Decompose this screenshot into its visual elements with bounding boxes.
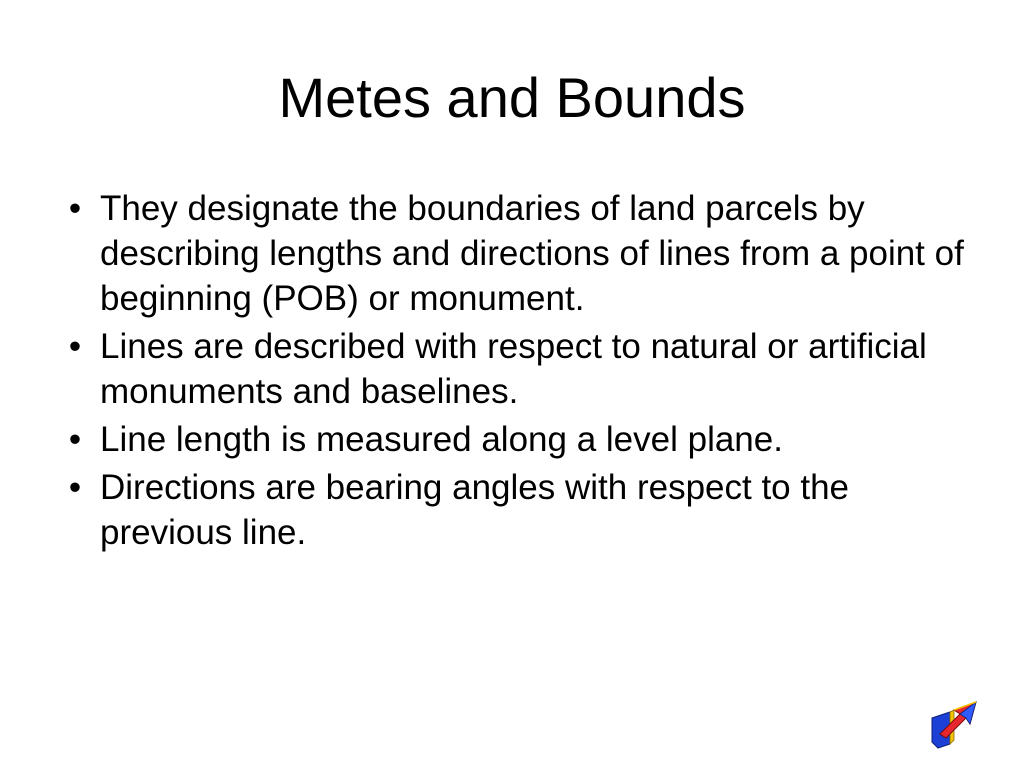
- bullet-item: [60, 186, 970, 321]
- next-slide-arrow-graphic: [926, 692, 986, 752]
- bullet-list: [60, 186, 970, 558]
- bullet-glyph: •: [68, 189, 82, 228]
- bullet-item: [60, 417, 970, 462]
- bullet-glyph: •: [68, 327, 82, 366]
- bullet-text: Line length is measured along a level plane.: [100, 420, 783, 459]
- bullet-text: Lines are described with respect to natural or artificial monuments and baselines.: [100, 327, 927, 411]
- bullet-glyph: •: [68, 468, 82, 507]
- next-slide-arrow-icon[interactable]: [926, 692, 986, 752]
- slide-title: Metes and Bounds: [278, 66, 746, 129]
- bullet-glyph: •: [68, 420, 82, 459]
- bullet-text: Directions are bearing angles with respect to the previous line.: [100, 468, 850, 552]
- bullet-item: [60, 465, 970, 555]
- bullet-text: They designate the boundaries of land parcels by describing lengths and directions of lines from a point of beginning (POB) or monument.: [100, 189, 964, 318]
- bullet-item: [60, 324, 970, 414]
